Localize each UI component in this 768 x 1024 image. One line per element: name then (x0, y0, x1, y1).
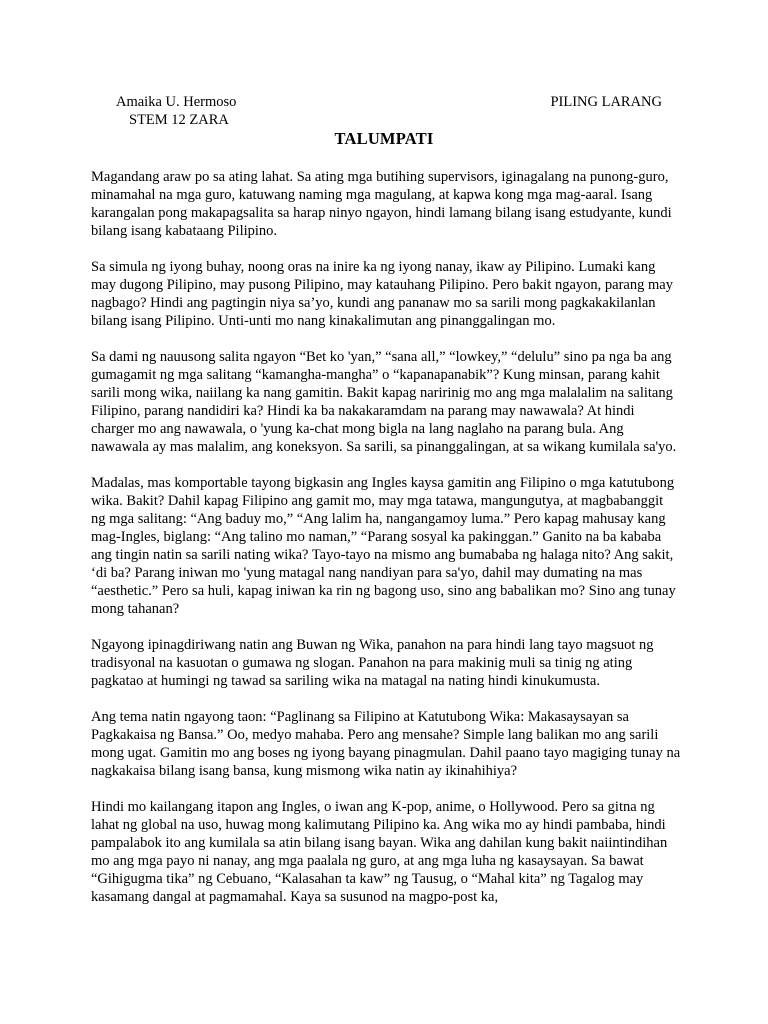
paragraph: Ngayong ipinagdiriwang natin ang Buwan ng Wika, panahon na para hindi lang tayo magsuot ng tradisyonal na kasuotan o gumawa ng slogan. Panahon na para makinig muli sa tinig ng ating pagkatao at humingi ng tawad sa sariling wika na matagal na nating hindi kinukumusta. (91, 637, 654, 689)
paragraph: Sa dami ng nauusong salita ngayon “Bet ko 'yan,” “sana all,” “lowkey,” “delulu” sino pa nga ba ang gumagamit ng mga salitang “kamangha-mangha” o “kapanapanabik”? Kung minsan, parang kahit sarili mong wika, naiilang ka nang gamitin. Bakit kapag naririnig mo ang mga malalalim na salitang Filipino, parang nandidiri ka? Hindi ka ba nakakaramdam na parang may nawawala? At hindi charger mo ang nawawala, o 'yung ka-chat mong bigla na lang naglaho na parang bula. Ang nawawala ay mas malalim, ang koneksyon. Sa sarili, sa pinanggalingan, at sa wikang kumilala sa'yo. (91, 349, 677, 455)
document-title: TALUMPATI (334, 129, 434, 148)
document-body (91, 168, 681, 924)
paragraph: Ang tema natin ngayong taon: “Paglinang sa Filipino at Katutubong Wika: Makasaysayan sa Pagkakaisa ng Bansa.” Oo, medyo mahaba. Pero ang mensahe? Simple lang balikan mo ang sarili mong ugat. Gamitin mo ang boses ng iyong bayang pinagmulan. Dahil paano tayo magiging tunay na nagkakaisa bilang isang bansa, kung mismong wika natin ay ikinahihiya? (91, 709, 681, 779)
author-name: Amaika U. Hermoso (116, 94, 237, 110)
paragraph: Magandang araw po sa ating lahat. Sa ating mga butihing supervisors, iginagalang na punong-guro, minamahal na mga guro, katuwang naming mga magulang, at kapwa kong mga mag-aaral. Isang karangalan pong makapagsalita sa harap ninyo ngayon, hindi lamang bilang isang estudyante, kundi bilang isang kabataang Pilipino. (91, 169, 672, 239)
paragraph: Sa simula ng iyong buhay, noong oras na inire ka ng iyong nanay, ikaw ay Pilipino. Lumaki kang may dugong Pilipino, may pusong Pilipino, may katauhang Pilipino. Pero bakit ngayon, parang may nagbago? Hindi ang pagtingin niya sa’yo, kundi ang pananaw mo sa sarili mong pagkakakilanlan bilang isang Pilipino. Unti-unti mo nang kinakalimutan ang pinanggalingan mo. (91, 259, 673, 329)
author-section: STEM 12 ZARA (129, 112, 229, 128)
paragraph: Madalas, mas komportable tayong bigkasin ang Ingles kaysa gamitin ang Filipino o mga katutubong wika. Bakit? Dahil kapag Filipino ang gamit mo, may mga tatawa, mangungutya, at magbabanggit ng mga salitang: “Ang baduy mo,” “Ang lalim ha, nangangamoy luma.” Pero kapag mahusay kang mag-Ingles, biglang: “Ang talino mo naman,” “Parang sosyal ka pakinggan.” Ganito na ba kababa ang tingin natin sa sarili nating wika? Tayo-tayo na mismo ang bumababa ng halaga nito? Ang sakit, ‘di ba? Parang iniwan mo 'yung matagal nang nandiyan para sa'yo, dahil may dumating na mas “aesthetic.” Pero sa huli, kapag iniwan ka rin ng bagong uso, sino ang babalikan mo? Sino ang tunay mong tahanan? (91, 475, 676, 617)
paragraph: Hindi mo kailangang itapon ang Ingles, o iwan ang K-pop, anime, o Hollywood. Pero sa gitna ng lahat ng global na uso, huwag mong kalimutang Pilipino ka. Ang wika mo ay hindi pambaba, hindi pampalabok ito ang kumilala sa atin bilang isang bayan. Wika ang dahilan kung bakit naiintindihan mo ang mga payo ni nanay, ang mga paalala ng guro, at ang mga luha ng kasaysayan. Sa bawat “Gihigugma tika” ng Cebuano, “Kalasahan ta kaw” ng Tausug, o “Mahal kita” ng Tagalog may kasamang dangal at pagmamahal. Kaya sa susunod na magpo-post ka, (91, 799, 668, 905)
subject-label: PILING LARANG (550, 94, 662, 110)
